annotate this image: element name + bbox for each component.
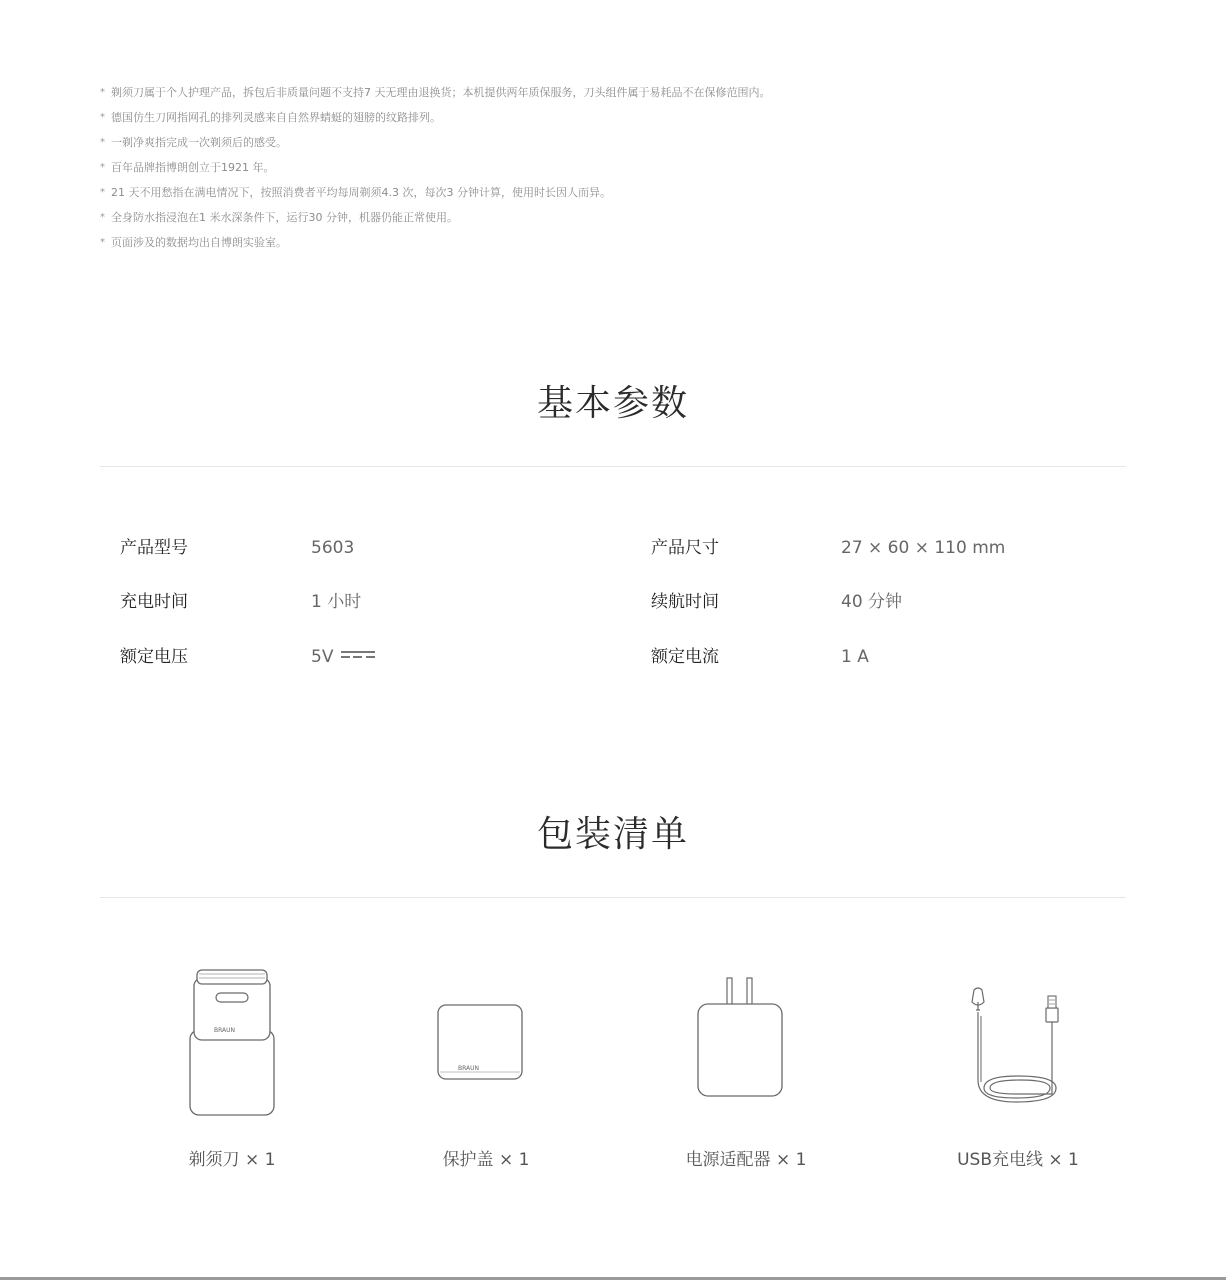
footnotes [100, 84, 1126, 259]
footnote-item: * 一剃净爽指完成一次剃须后的感受。 [100, 134, 1126, 159]
footnote-marker: * [100, 162, 105, 173]
package-item-label: 电源适配器 × 1 [685, 1150, 807, 1170]
svg-text:BRAUN: BRAUN [458, 1065, 480, 1072]
spec-label: 产品尺寸 [651, 538, 719, 558]
footnote-marker: * [100, 137, 105, 148]
specs-title: 基本参数 [536, 383, 689, 424]
protective-cap-icon [356, 960, 616, 1125]
footnote-item: * 全身防水指浸泡在1 米水深条件下，运行30 分钟，机器仍能正常使用。 [100, 209, 1126, 234]
svg-text:BRAUN: BRAUN [214, 1027, 236, 1034]
footnote-marker: * [100, 212, 105, 223]
usb-cable-icon [888, 960, 1148, 1125]
package-item-label: USB充电线 × 1 [957, 1150, 1079, 1170]
power-adapter-icon [616, 960, 876, 1125]
spec-value: 5V [311, 642, 375, 672]
spec-label: 产品型号 [120, 538, 188, 558]
specs-divider [100, 466, 1126, 467]
spec-row [0, 587, 1226, 617]
spec-label: 充电时间 [120, 592, 188, 612]
spec-label: 额定电压 [120, 647, 188, 667]
spec-label: 续航时间 [651, 592, 719, 612]
spec-row [0, 533, 1226, 563]
footnote-marker: * [100, 187, 105, 198]
footnote-item: * 百年品牌指博朗创立于1921 年。 [100, 159, 1126, 184]
spec-row [0, 642, 1226, 672]
spec-value: 1 A [841, 647, 869, 667]
shaver-icon [102, 960, 362, 1125]
package-divider [100, 897, 1126, 898]
spec-value: 5603 [311, 538, 355, 558]
footnote-marker: * [100, 237, 105, 248]
spec-value: 27 × 60 × 110 mm [841, 538, 1006, 558]
footnote-marker: * [100, 87, 105, 98]
spec-value: 1 小时 [311, 592, 362, 612]
package-item-label: 剃须刀 × 1 [188, 1150, 276, 1170]
spec-value: 40 分钟 [841, 592, 903, 612]
footnote-marker: * [100, 112, 105, 123]
footnote-item: * 21 天不用愁指在满电情况下，按照消费者平均每周剃须4.3 次，每次3 分钟计算，使用时长因人而异。 [100, 184, 1126, 209]
package-item-label: 保护盖 × 1 [442, 1150, 530, 1170]
footnote-item: * 德国仿生刀网指网孔的排列灵感来自自然界蜻蜓的翅膀的纹路排列。 [100, 109, 1126, 134]
dc-current-icon [341, 650, 375, 660]
footnote-item: * 页面涉及的数据均出自博朗实验室。 [100, 234, 1126, 259]
package-title: 包装清单 [536, 814, 689, 855]
footnote-item: * 剃须刀属于个人护理产品，拆包后非质量问题不支持7 天无理由退换货；本机提供两年质保服务，刀头组件属于易耗品不在保修范围内。 [100, 84, 1126, 109]
spec-label: 额定电流 [651, 647, 719, 667]
